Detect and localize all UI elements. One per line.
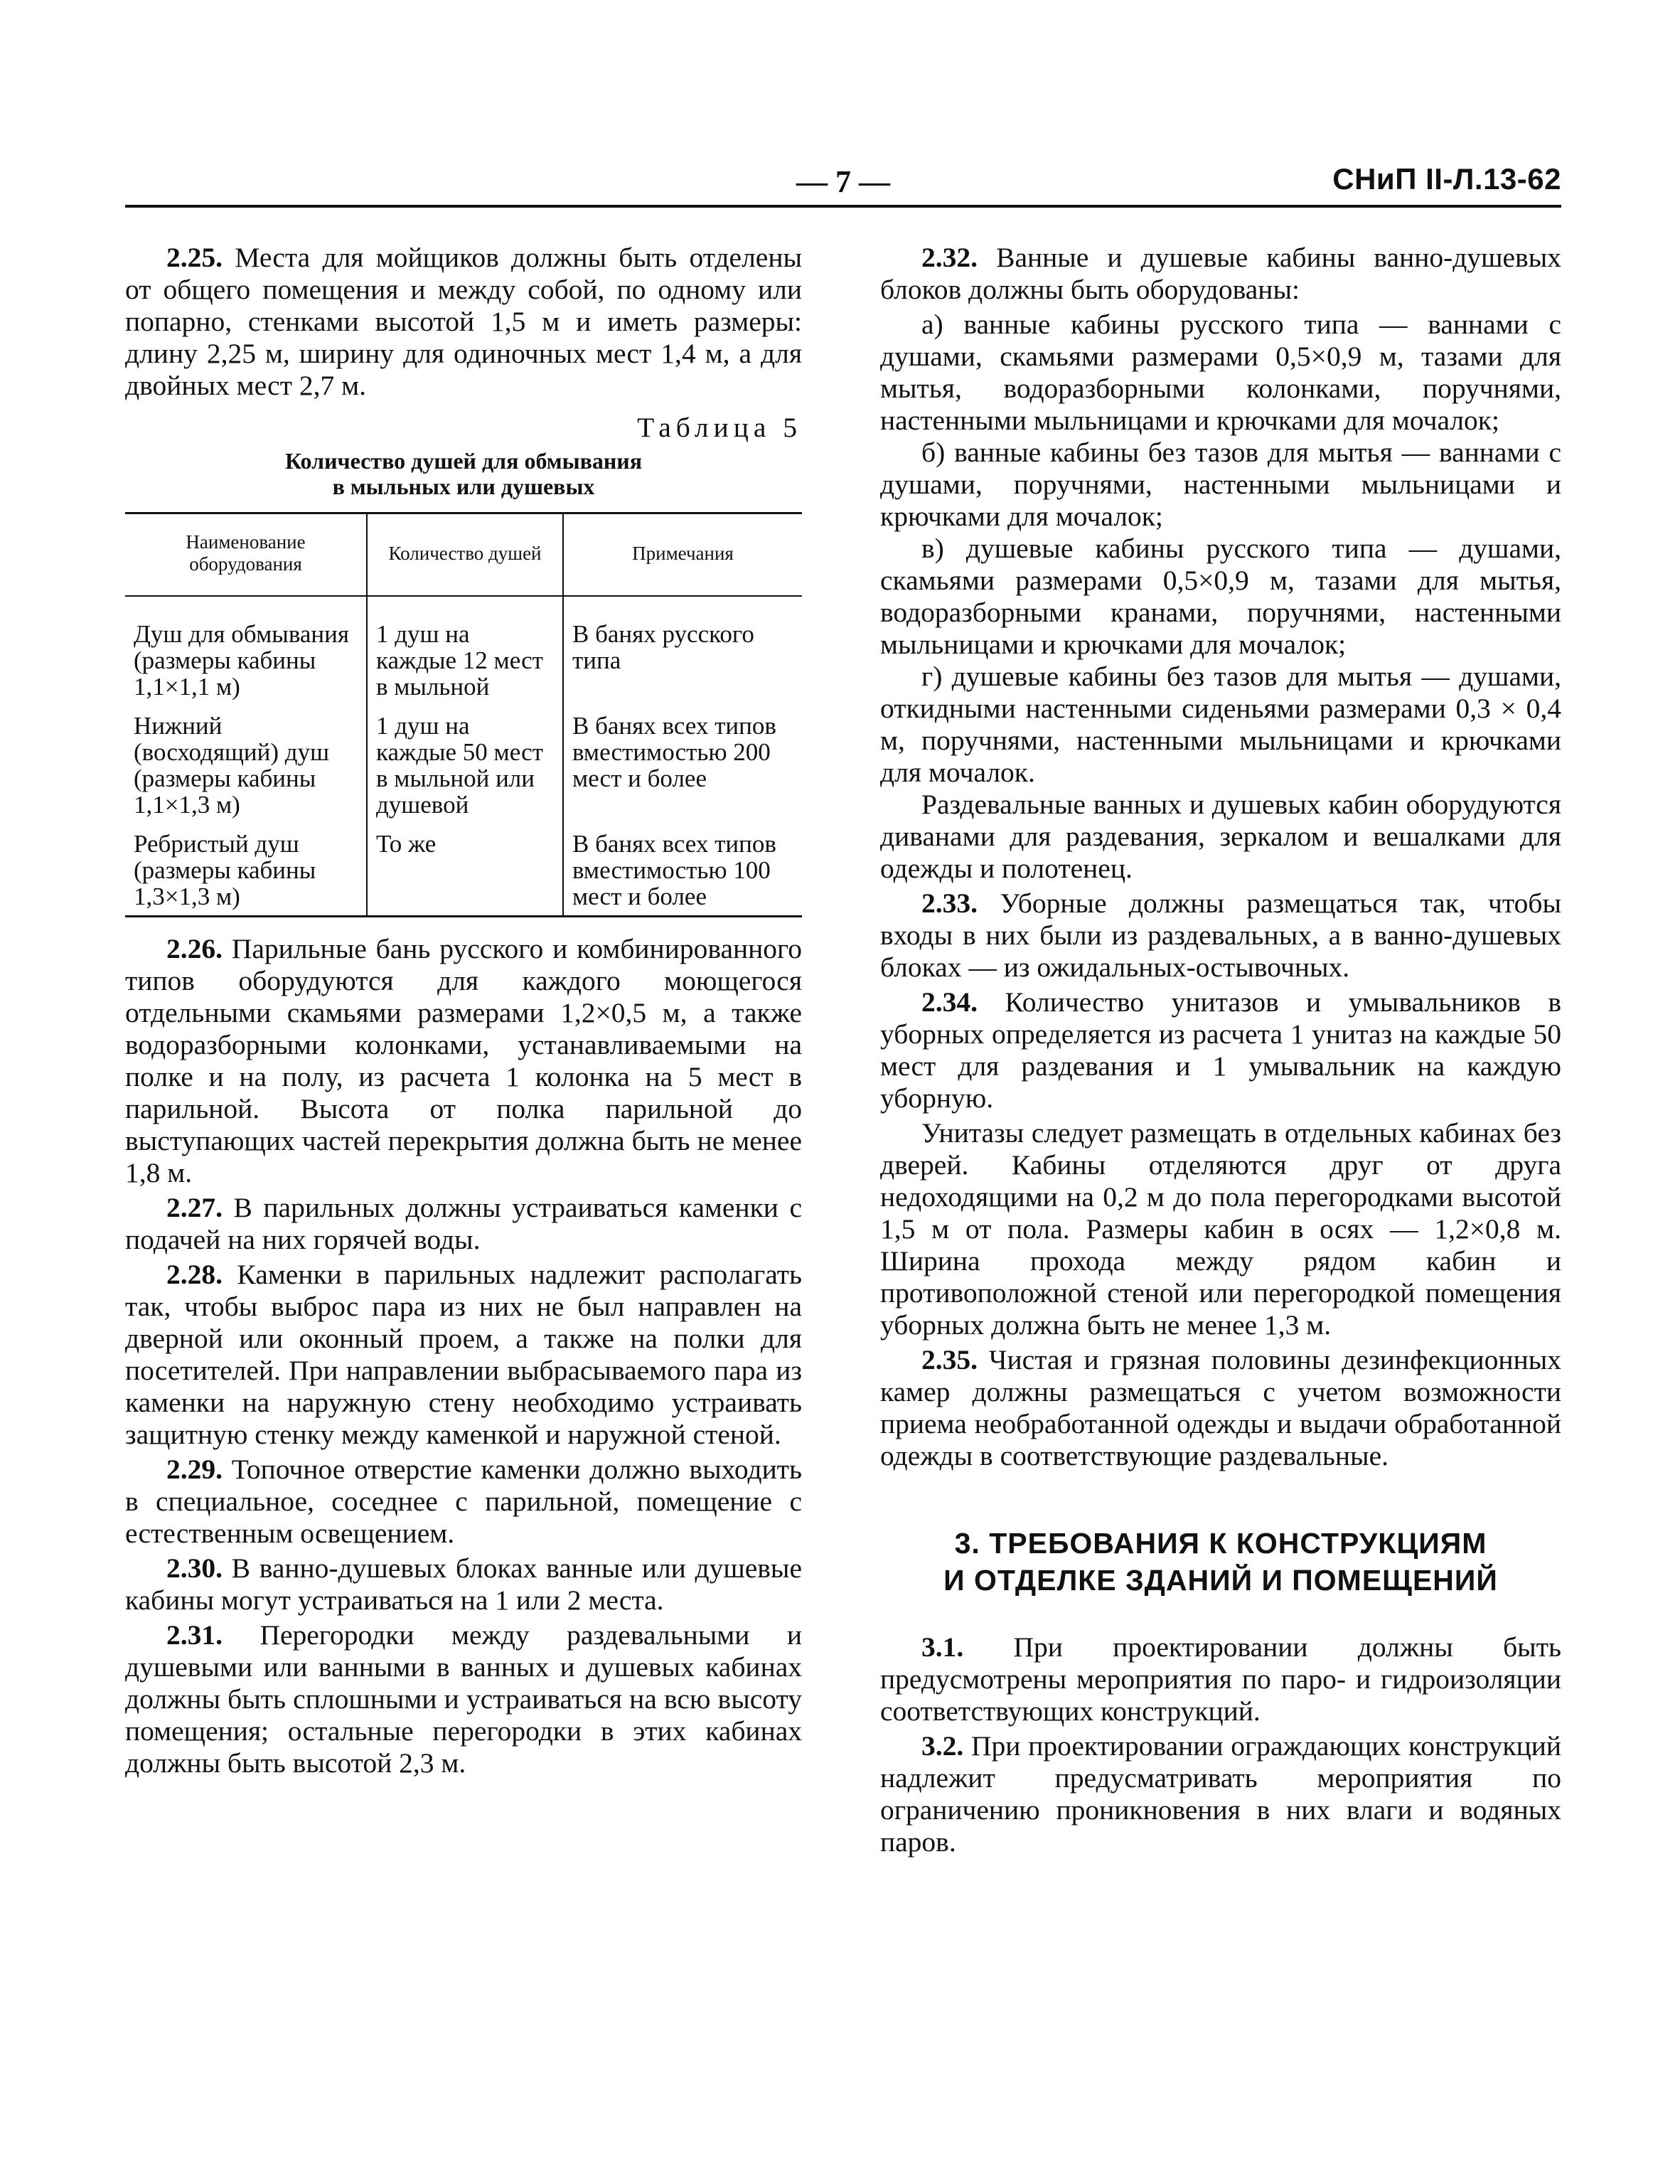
left-column bbox=[125, 242, 802, 1782]
table-cell: Ребристый душ (размеры кабины 1,3×1,3 м) bbox=[134, 830, 316, 910]
paragraph-2-29: 2.29. Топочное отверстие каменки должно выходить в специальное, соседнее с парильной, помещение с естественным освещением. bbox=[125, 1454, 802, 1549]
page-header bbox=[125, 162, 1561, 208]
paragraph-2-32: 2.32. Ванные и душевые кабины ванно-душевых блоков должны быть оборудованы: bbox=[880, 242, 1561, 305]
table-cell: 1 душ на каждые 50 мест в мыльной или душевой bbox=[367, 705, 563, 824]
table-header-cell: Примечания bbox=[563, 513, 802, 597]
right-column bbox=[880, 242, 1561, 1861]
paragraph-2-31: 2.31. Перегородки между раздевальными и душевыми или ванными в ванных и душевых кабинах должны быть сплошными и устраиваться на всю высоту помещения; остальные перегородки в этих кабинах должны быть высотой 2,3 м. bbox=[125, 1619, 802, 1779]
paragraph-2-34-continued: Унитазы следует размещать в отдельных кабинах без дверей. Кабины отделяются друг от друга недоходящими на 0,2 м до пола перегородками высотой 1,5 м от пола. Размеры кабин в осях — 1,2×0,8 м. Ширина прохода между рядом кабин и противоположной стеной или перегородкой помещения уборных должна быть не менее 1,3 м. bbox=[880, 1117, 1561, 1341]
paragraph-2-33: 2.33. Уборные должны размещаться так, чтобы входы в них были из раздевальных, а в ванно-душевых блоках — из ожидальных-остывочных. bbox=[880, 888, 1561, 983]
table-cell: В банях всех типов вместимостью 100 мест и более bbox=[563, 824, 802, 917]
paragraph-2-35: 2.35. Чистая и грязная половины дезинфекционных камер должны размещаться с учетом возможности приема необработанной одежды и выдачи обработанной одежды в соответствующие раздевальные. bbox=[880, 1344, 1561, 1471]
table-header-row bbox=[125, 513, 802, 597]
paragraph-2-27: 2.27. В парильных должны устраиваться каменки с подачей на них горячей воды. bbox=[125, 1192, 802, 1255]
table-cell: Душ для обмывания (размеры кабины 1,1×1,1 м) bbox=[134, 620, 349, 701]
paragraph-3-1: 3.1. При проектировании должны быть предусмотрены мероприятия по паро- и гидроизоляции соответствующих конструкций. bbox=[880, 1631, 1561, 1727]
table-row bbox=[125, 824, 802, 917]
table-row bbox=[125, 596, 802, 705]
showers-table bbox=[125, 512, 802, 917]
document-code: СНиП II-Л.13-62 bbox=[1332, 162, 1561, 196]
paragraph-2-30: 2.30. В ванно-душевых блоках ванные или душевые кабины могут устраиваться на 1 или 2 места. bbox=[125, 1552, 802, 1616]
paragraph-2-25: 2.25. Места для мойщиков должны быть отделены от общего помещения и между собой, по одному или попарно, стенками высотой 1,5 м и иметь размеры: длину 2,25 м, ширину для одиночных мест 1,4 м, а для двойных мест 2,7 м. bbox=[125, 242, 802, 401]
section-3-heading: 3. ТРЕБОВАНИЯ К КОНСТРУКЦИЯМ И ОТДЕЛКЕ ЗДАНИЙ И ПОМЕЩЕНИЙ bbox=[943, 1527, 1498, 1597]
table-cell: В банях всех типов вместимостью 200 мест и более bbox=[563, 705, 802, 824]
table-cell: То же bbox=[367, 824, 563, 917]
table-header-cell: Наименование оборудования bbox=[125, 513, 367, 597]
table-label: Таблица 5 bbox=[637, 412, 802, 443]
list-item: а) ванные кабины русского типа — ваннами с душами, скамьями размерами 0,5×0,9 м, тазами для мытья, водоразборными колонками, поручнями, настенными мыльницами и крючками для мочалок; bbox=[880, 309, 1561, 436]
paragraph-2-28: 2.28. Каменки в парильных надлежит располагать так, чтобы выброс пара из них не был направлен на дверной или оконный проем, а также на полки для посетителей. При направлении выбрасываемого пара из каменки на наружную стену необходимо устраивать защитную стенку между каменкой и наружной стеной. bbox=[125, 1259, 802, 1450]
table-row bbox=[125, 705, 802, 824]
list-item: в) душевые кабины русского типа — душами, скамьями размерами 0,5×0,9 м, тазами для мытья, водоразборными кранами, поручнями, настенными мыльницами и крючками для мочалок; bbox=[880, 533, 1561, 660]
list-item: г) душевые кабины без тазов для мытья — душами, откидными настенными сиденьями размерами 0,3 × 0,4 м, поручнями, настенными мыльницами и крючками для мочалок. bbox=[880, 661, 1561, 788]
paragraph-3-2: 3.2. При проектировании ограждающих конструкций надлежит предусматривать мероприятия по ограничению проникновения в них влаги и водяных паров. bbox=[880, 1730, 1561, 1858]
table-cell: Нижний (восходящий) душ (размеры кабины 1,1×1,3 м) bbox=[134, 712, 330, 819]
table-title: Количество душей для обмывания в мыльных или душевых bbox=[284, 448, 643, 499]
page-number: — 7 — bbox=[796, 164, 890, 199]
paragraph-2-34: 2.34. Количество унитазов и умывальников в уборных определяется из расчета 1 унитаз на каждые 50 мест для раздевания и 1 умывальник на каждую уборную. bbox=[880, 986, 1561, 1114]
table-header-cell: Количество душей bbox=[367, 513, 563, 597]
table-cell: 1 душ на каждые 12 мест в мыльной bbox=[367, 596, 563, 705]
table-cell: В банях русского типа bbox=[563, 596, 802, 705]
list-item: б) ванные кабины без тазов для мытья — ваннами с душами, поручнями, настенными мыльницами и крючками для мочалок; bbox=[880, 437, 1561, 532]
paragraph-2-32-continued: Раздевальные ванных и душевых кабин оборудуются диванами для раздевания, зеркалом и вешалками для одежды и полотенец. bbox=[880, 789, 1561, 884]
paragraph-2-26: 2.26. Парильные бань русского и комбинированного типов оборудуются для каждого моющегося отдельными скамьями размерами 1,2×0,5 м, а также водоразборными колонками, устанавливаемыми на полке и на полу, из расчета 1 колонка на 5 мест в парильной. Высота от полка парильной до выступающих частей перекрытия должна быть не менее 1,8 м. bbox=[125, 933, 802, 1188]
